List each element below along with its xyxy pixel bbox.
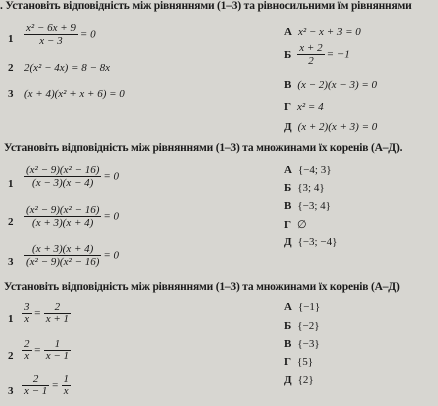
s3-option-d-text: {5} bbox=[297, 356, 314, 368]
s3-item2-rden: x − 1 bbox=[45, 350, 69, 362]
s3-item3-rnum: 1 bbox=[63, 373, 69, 385]
s2-item3-equation bbox=[24, 243, 119, 268]
s2-option-e-letter: Д bbox=[284, 236, 292, 248]
s1-option-d-text: x² = 4 bbox=[297, 101, 324, 113]
s2-option-a-text: {−4; 3} bbox=[297, 164, 332, 176]
s3-item3-rden: x bbox=[63, 385, 69, 397]
s2-option-c-text: {−3; 4} bbox=[297, 200, 331, 212]
s2-option-b-text: {3; 4} bbox=[297, 182, 325, 194]
s2-item3-denominator: (x² − 9)(x² − 16) bbox=[26, 256, 100, 268]
s3-item1-lden: x bbox=[24, 313, 30, 325]
s1-option-d bbox=[284, 101, 324, 113]
s3-option-c-letter: В bbox=[284, 338, 292, 350]
section2-header: Установіть відповідність між рівняннями (1–3) та множинами їх коренів (А–Д). bbox=[4, 142, 403, 154]
s3-option-e bbox=[284, 374, 314, 386]
s1-option-a bbox=[284, 26, 361, 38]
s1-item3-equation: (x + 4)(x² + x + 6) = 0 bbox=[24, 88, 125, 100]
s1-option-b bbox=[284, 42, 350, 67]
s2-item1-numerator: (x² − 9)(x² − 16) bbox=[26, 164, 100, 176]
s3-item1-equation: $\frac{3}{x}$ = $\frac{2}{x + 1}$ bbox=[24, 301, 69, 325]
s2-option-b bbox=[284, 182, 325, 194]
s1-option-c-letter: В bbox=[284, 79, 292, 91]
s1-option-b-numerator: x + 2 bbox=[299, 42, 323, 54]
s1-option-c-text: (x − 2)(x − 3) = 0 bbox=[297, 79, 378, 91]
s2-item3-rhs: = 0 bbox=[103, 249, 120, 262]
s3-option-e-text: {2} bbox=[297, 374, 314, 386]
s1-option-e bbox=[284, 121, 377, 133]
s3-option-a-letter: А bbox=[284, 301, 292, 313]
s3-option-a bbox=[284, 301, 320, 313]
s1-option-c bbox=[284, 79, 377, 91]
s3-item3-lden: x − 1 bbox=[24, 385, 48, 397]
s3-option-b-text: {−2} bbox=[297, 320, 320, 332]
s2-item2-rhs: = 0 bbox=[103, 210, 120, 223]
s2-option-c bbox=[284, 200, 331, 212]
s1-option-a-letter: А bbox=[284, 26, 292, 38]
s2-item3-numerator: (x + 3)(x + 4) bbox=[24, 243, 101, 256]
s2-option-e-text: {−3; −4} bbox=[297, 236, 338, 248]
s3-option-b-letter: Б bbox=[284, 320, 292, 332]
s1-option-b-letter: Б bbox=[284, 48, 292, 61]
s1-option-d-letter: Г bbox=[284, 101, 291, 113]
s2-option-b-letter: Б bbox=[284, 182, 292, 194]
s3-option-c-text: {−3} bbox=[297, 338, 320, 350]
s2-option-d-text: ∅ bbox=[297, 219, 307, 231]
s1-item1-number: 1 bbox=[8, 33, 14, 45]
s2-item2-numerator: (x² − 9)(x² − 16) bbox=[26, 204, 100, 216]
s2-option-e bbox=[284, 236, 337, 248]
s2-option-a-letter: А bbox=[284, 164, 292, 176]
s3-option-a-text: {−1} bbox=[297, 301, 321, 313]
s2-item1-rhs: = 0 bbox=[103, 170, 120, 183]
s2-option-d bbox=[284, 218, 307, 231]
s3-item1-rden: x + 1 bbox=[45, 313, 69, 325]
s3-item2-number: 2 bbox=[8, 350, 14, 362]
s2-item2-denominator: (x + 3)(x + 4) bbox=[32, 217, 94, 229]
s1-item1-numerator: x² − 6x + 9 bbox=[26, 22, 76, 34]
s2-option-c-letter: В bbox=[284, 200, 292, 212]
s3-item2-equation: $\frac{2}{x}$ = $\frac{1}{x - 1}$ bbox=[24, 338, 69, 362]
s2-item1-number: 1 bbox=[8, 178, 14, 190]
section1-header: . Установіть відповідність між рівняннями (1–3) та рівносильними їм рівняннями bbox=[0, 0, 412, 12]
s3-option-d-letter: Г bbox=[284, 356, 291, 368]
s3-item3-equation: $\frac{2}{x - 1}$ = $\frac{1}{x}$ bbox=[24, 373, 69, 397]
s3-item3-lnum: 2 bbox=[22, 374, 49, 386]
s3-item1-number: 1 bbox=[8, 313, 14, 325]
s1-option-b-rhs: = −1 bbox=[326, 48, 350, 61]
s1-item1-equation bbox=[24, 22, 96, 47]
s1-option-e-text: (x + 2)(x + 3) = 0 bbox=[297, 121, 378, 133]
s3-item2-lnum: 2 bbox=[24, 338, 30, 350]
s1-option-a-text: x² − x + 3 = 0 bbox=[297, 26, 361, 38]
s1-item2-number: 2 bbox=[8, 62, 14, 74]
s3-option-d bbox=[284, 356, 313, 368]
s2-option-a bbox=[284, 164, 332, 176]
section3-header: Установіть відповідність між рівняннями (1–3) та множинами їх коренів (А–Д) bbox=[4, 281, 400, 293]
s3-option-c bbox=[284, 338, 320, 350]
s2-item1-equation bbox=[24, 164, 119, 189]
s2-item2-number: 2 bbox=[8, 216, 14, 228]
s3-item3-number: 3 bbox=[8, 385, 14, 397]
s3-option-e-letter: Д bbox=[284, 374, 292, 386]
s1-item3-number: 3 bbox=[8, 88, 14, 100]
s3-item1-rnum: 2 bbox=[44, 302, 71, 314]
s2-item3-number: 3 bbox=[8, 256, 14, 268]
s3-item2-rnum: 1 bbox=[44, 339, 71, 351]
s1-item1-rhs: = 0 bbox=[79, 28, 96, 41]
s1-option-e-letter: Д bbox=[284, 121, 292, 133]
s1-item1-denominator: x − 3 bbox=[39, 35, 63, 47]
s2-item2-equation bbox=[24, 204, 119, 229]
s3-item2-lden: x bbox=[24, 350, 30, 362]
s2-item1-denominator: (x − 3)(x − 4) bbox=[32, 177, 94, 189]
s1-option-b-denominator: 2 bbox=[308, 55, 314, 67]
s1-item2-equation: 2(x² − 4x) = 8 − 8x bbox=[24, 62, 111, 74]
s3-option-b bbox=[284, 320, 320, 332]
s3-item1-lnum: 3 bbox=[24, 301, 30, 313]
s2-option-d-letter: Г bbox=[284, 219, 291, 231]
